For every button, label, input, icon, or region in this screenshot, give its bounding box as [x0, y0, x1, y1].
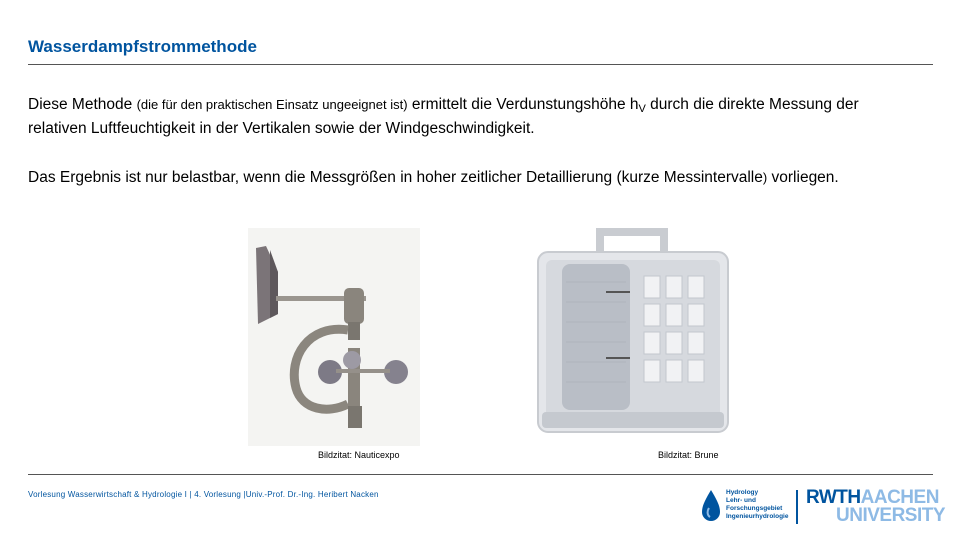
footer-divider — [28, 474, 933, 475]
institute-name — [726, 489, 788, 521]
para2-text-b: ) — [762, 170, 768, 185]
logo-divider — [796, 490, 798, 524]
water-drop-logo-icon — [700, 488, 722, 524]
para1-subscript: V — [638, 103, 646, 115]
institute-line-1: Hydrology — [726, 489, 759, 496]
university-logo-line-2: UNIVERSITY — [836, 505, 946, 526]
university-logo-aachen: AACHEN — [860, 487, 939, 508]
caption-figure-1: Bildzitat: Nauticexpo — [318, 450, 400, 460]
university-logo-rwth: RWTH — [806, 487, 861, 508]
paragraph-result — [28, 168, 918, 188]
para1-text-d: durch die direkte Messung der relativen Luftfeuchtigkeit in der Vertikalen sowie der Windgeschwindigkeit. — [28, 96, 859, 137]
para2-text-c: vorliegen. — [767, 169, 839, 186]
institute-line-2: Lehr- und — [726, 497, 756, 504]
slide-title: Wasserdampfstrommethode — [28, 37, 257, 56]
para1-text-b: (die für den praktischen Einsatz ungeeignet ist) — [136, 97, 408, 112]
paragraph-method — [28, 95, 918, 139]
para1-text-a: Diese Methode — [28, 96, 137, 113]
para2-text-a: Das Ergebnis ist nur belastbar, wenn die Messgrößen in hoher zeitlicher Detaillierung (kurze Messintervalle — [28, 169, 763, 186]
institute-line-3: Forschungsgebiet — [726, 505, 783, 512]
thermohygrograph-icon — [532, 222, 732, 444]
caption-figure-2: Bildzitat: Brune — [658, 450, 719, 460]
institute-line-4: Ingenieurhydrologie — [726, 513, 789, 520]
anemometer-wind-vane-icon — [248, 228, 420, 446]
footer-lecture-info: Vorlesung Wasserwirtschaft & Hydrologie I | 4. Vorlesung |Univ.-Prof. Dr.-Ing. Heribert Nacken — [28, 490, 379, 499]
para1-text-c: ermittelt die Verdunstungshöhe h — [407, 96, 639, 113]
title-divider — [28, 64, 933, 65]
